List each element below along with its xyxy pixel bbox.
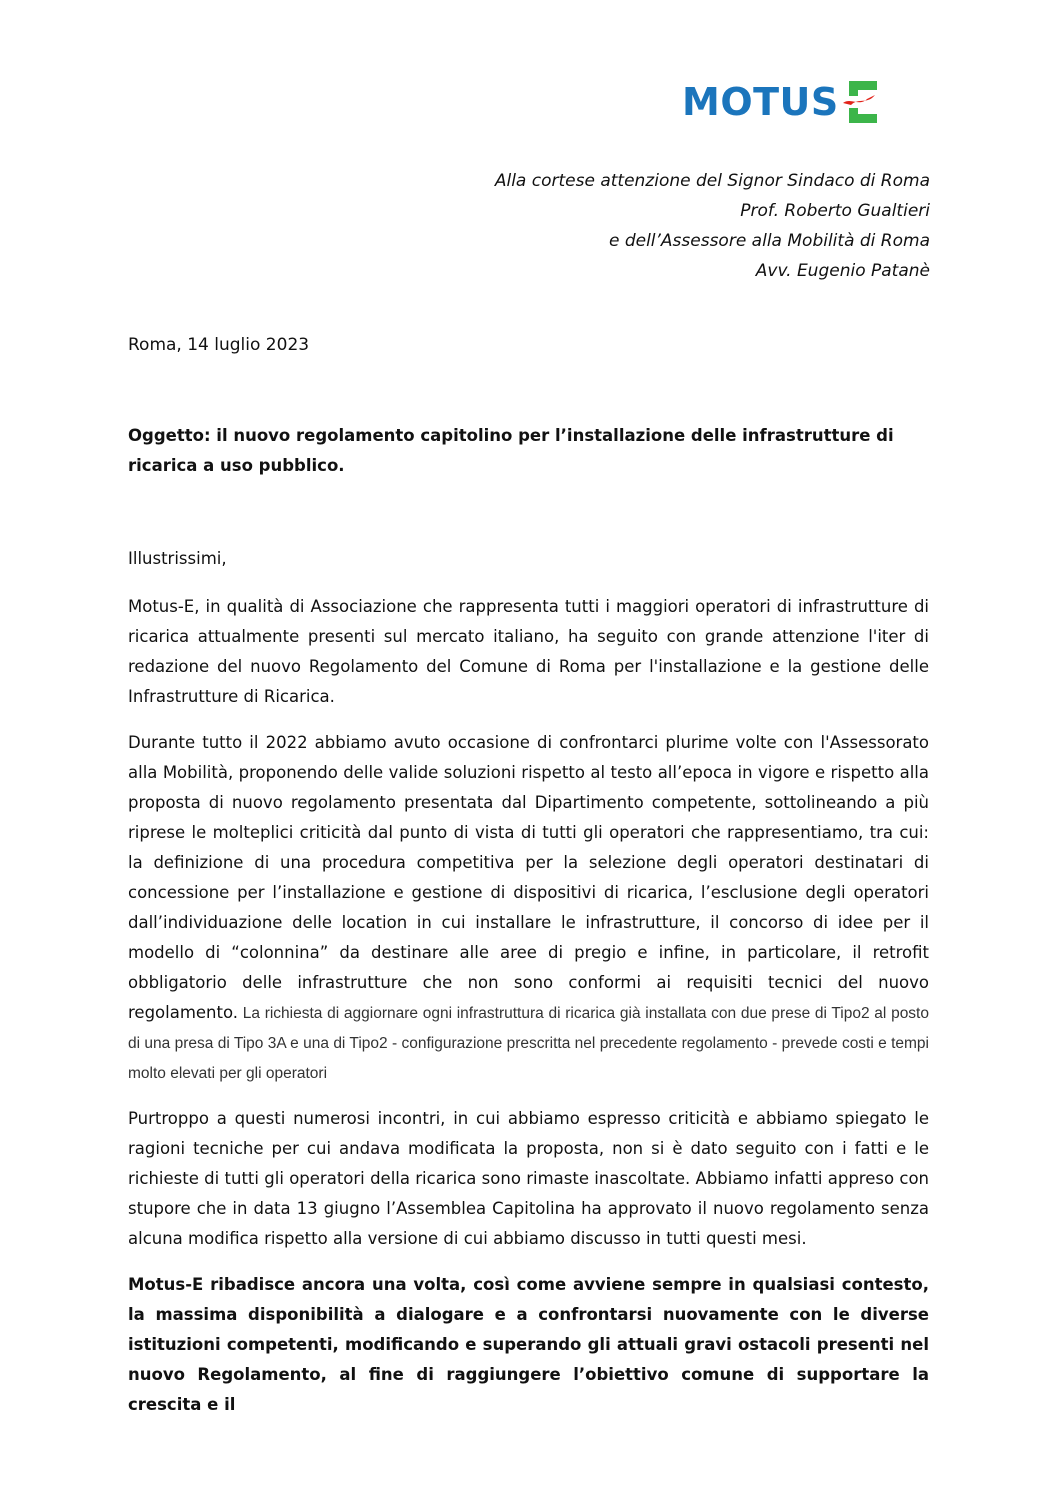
paragraph-4: Motus-E ribadisce ancora una volta, così come avviene sempre in qualsiasi contesto, la massima disponibilità a dialogare e a confrontarsi nuovamente con le diverse istituzioni competenti, modificando e superando gli attuali gravi ostacoli presenti nel nuovo Regolamento, al fine di raggiungere l’obiettivo comune di supportare la crescita e il [128,1275,929,1414]
paragraph-2-main: Durante tutto il 2022 abbiamo avuto occasione di confrontarci plurime volte con l'Assessorato alla Mobilità, proponendo delle valide soluzioni rispetto al testo all’epoca in vigore e rispetto alla proposta di nuovo regolamento presentata dal Dipartimento competente, sottolineando a più riprese le molteplici criticità dal punto di vista di tutti gli operatori che rappresentiamo, tra cui: la definizione di una procedura competitiva per la selezione degli operatori destinatari di concessione per l’installazione e gestione di dispositivi di ricarica, l’esclusione degli operatori dall’individuazione delle location in cui installare le infrastrutture, il concorso di idee per il modello di “colonnina” da destinare alle aree di pregio e infine, in particolare, il retrofit obbligatorio delle infrastrutture che non sono conformi ai requisiti tecnici del nuovo regolamento. [128,733,929,1022]
greeting: Illustrissimi, [128,549,227,568]
logo-wordmark: MOTUS [682,80,839,124]
paragraph-2 [128,728,929,1088]
letter-date: Roma, 14 luglio 2023 [128,335,310,355]
letter-body [128,544,929,1436]
motus-e-logo [682,74,914,130]
recipients-block [495,166,930,286]
paragraph-3: Purtroppo a questi numerosi incontri, in cui abbiamo espresso criticità e abbiamo spiegato le ragioni tecniche per cui andava modificata la proposta, non si è dato seguito con i fatti e le richieste di tutti gli operatori della ricarica sono rimaste inascoltate. Abbiamo infatti appreso con stupore che in data 13 giugno l’Assemblea Capitolina ha approvato il nuovo regolamento senza alcuna modifica rispetto alla versione di cui abbiamo discusso in tutti questi mesi. [128,1109,929,1248]
letter-subject: Oggetto: il nuovo regolamento capitolino per l’installazione delle infrastrutture di ricarica a uso pubblico. [128,426,894,475]
recipient-line: Alla cortese attenzione del Signor Sindaco di Roma [494,171,930,191]
recipient-line: Avv. Eugenio Patanè [755,261,930,281]
paragraph-1: Motus-E, in qualità di Associazione che rappresenta tutti i maggiori operatori di infrastrutture di ricarica attualmente presenti sul mercato italiano, ha seguito con grande attenzione l'iter di redazione del nuovo Regolamento del Comune di Roma per l'installazione e la gestione delle Infrastrutture di Ricarica. [128,597,929,706]
logo-e-mark-icon [841,77,881,127]
paragraph-2-inserted: La richiesta di aggiornare ogni infrastruttura di ricarica già installata con due prese di Tipo2 al posto di una presa di Tipo 3A e una di Tipo2 - configurazione prescritta nel precedente regolamento - prevede costi e tempi molto elevati per gli operatori [128,1005,929,1082]
recipient-line: e dell’Assessore alla Mobilità di Roma [608,231,930,251]
recipient-line: Prof. Roberto Gualtieri [740,201,930,221]
